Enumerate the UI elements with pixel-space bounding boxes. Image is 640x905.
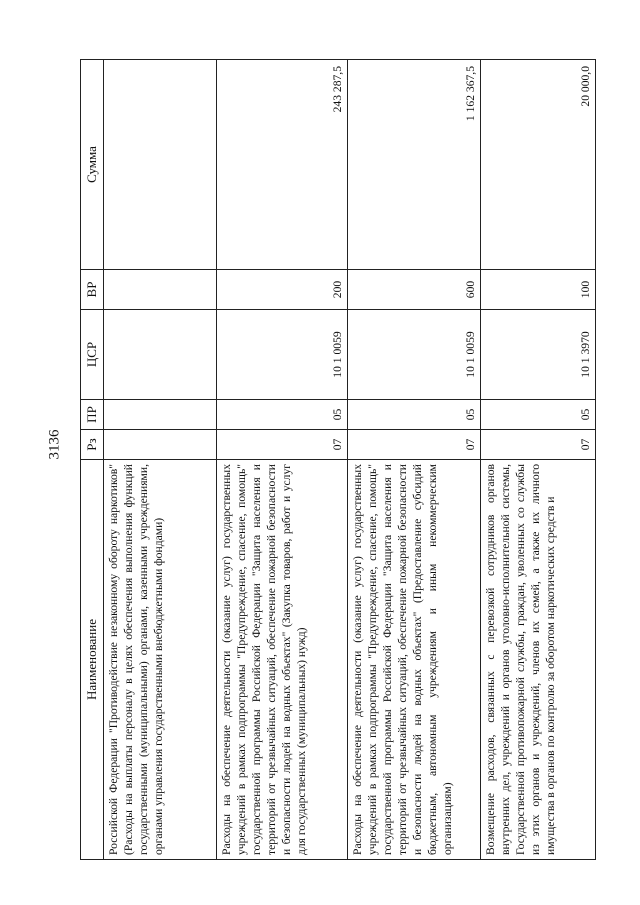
row-vr xyxy=(104,270,217,310)
row-sum: 1 162 367,5 xyxy=(348,60,481,270)
row-pr: 05 xyxy=(481,400,596,430)
table-row xyxy=(104,60,217,860)
row-name: Возмещение расходов, связанных с перевозкой сотрудников органов внутренних дел, учреждений и органов уголовно-исполнительной системы, Государственной противопожарной службы, граждан, уволенных со службы из этих органов и учреждений, членов их семей, а также их личного имущества в органов по контролю за оборотом наркотических средств и xyxy=(481,460,596,860)
row-pr: 05 xyxy=(348,400,481,430)
table-body xyxy=(104,60,596,860)
rotated-page-content xyxy=(80,60,590,860)
table-row xyxy=(348,60,481,860)
table-row xyxy=(481,60,596,860)
row-name: Расходы на обеспечение деятельности (оказание услуг) государственных учреждений в рамках подпрограммы "Предупреждение, спасение, помощь" государственной программы Российской Федерации "Защита населения и территорий от чрезвычайных ситуаций, обеспечение пожарной безопасности и безопасности людей на водных объектах" (Предоставление субсидий бюджетным, автономным учреждениям и иным некоммерческим организациям) xyxy=(348,460,481,860)
header-pr: ПР xyxy=(81,400,104,430)
table-row xyxy=(217,60,348,860)
row-csr: 10 1 3970 xyxy=(481,310,596,400)
budget-table xyxy=(80,59,596,860)
row-name: Расходы на обеспечение деятельности (оказание услуг) государственных учреждений в рамках подпрограммы "Предупреждение, спасение, помощь" государственной программы Российской Федерации "Защита населения и территорий от чрезвычайных ситуаций, обеспечение пожарной безопасности и безопасности людей на водных объектах" (Закупка товаров, работ и услуг для государственных (муниципальных) нужд) xyxy=(217,460,348,860)
row-rz: 07 xyxy=(348,430,481,460)
row-pr: 05 xyxy=(217,400,348,430)
header-name: Наименование xyxy=(81,460,104,860)
page-number: 3136 xyxy=(46,429,63,460)
header-rz: Рз xyxy=(81,430,104,460)
header-sum: Сумма xyxy=(81,60,104,270)
row-sum: 20 000,0 xyxy=(481,60,596,270)
row-rz: 07 xyxy=(217,430,348,460)
row-rz: 07 xyxy=(481,430,596,460)
row-vr: 200 xyxy=(217,270,348,310)
row-vr: 600 xyxy=(348,270,481,310)
header-vr: ВР xyxy=(81,270,104,310)
row-sum xyxy=(104,60,217,270)
row-vr: 100 xyxy=(481,270,596,310)
row-name: Российской Федерации "Противодействие незаконному обороту наркотиков" (Расходы на выплаты персоналу в целях обеспечения выполнения функций государственными (муниципальными) органами, казенными учреждениями, органами управления государственными внебюджетными фондами) xyxy=(104,460,217,860)
header-row xyxy=(81,60,104,860)
row-pr xyxy=(104,400,217,430)
row-csr xyxy=(104,310,217,400)
row-csr: 10 1 0059 xyxy=(348,310,481,400)
row-rz xyxy=(104,430,217,460)
row-sum: 243 287,5 xyxy=(217,60,348,270)
table-header xyxy=(81,60,104,860)
row-csr: 10 1 0059 xyxy=(217,310,348,400)
header-csr: ЦСР xyxy=(81,310,104,400)
